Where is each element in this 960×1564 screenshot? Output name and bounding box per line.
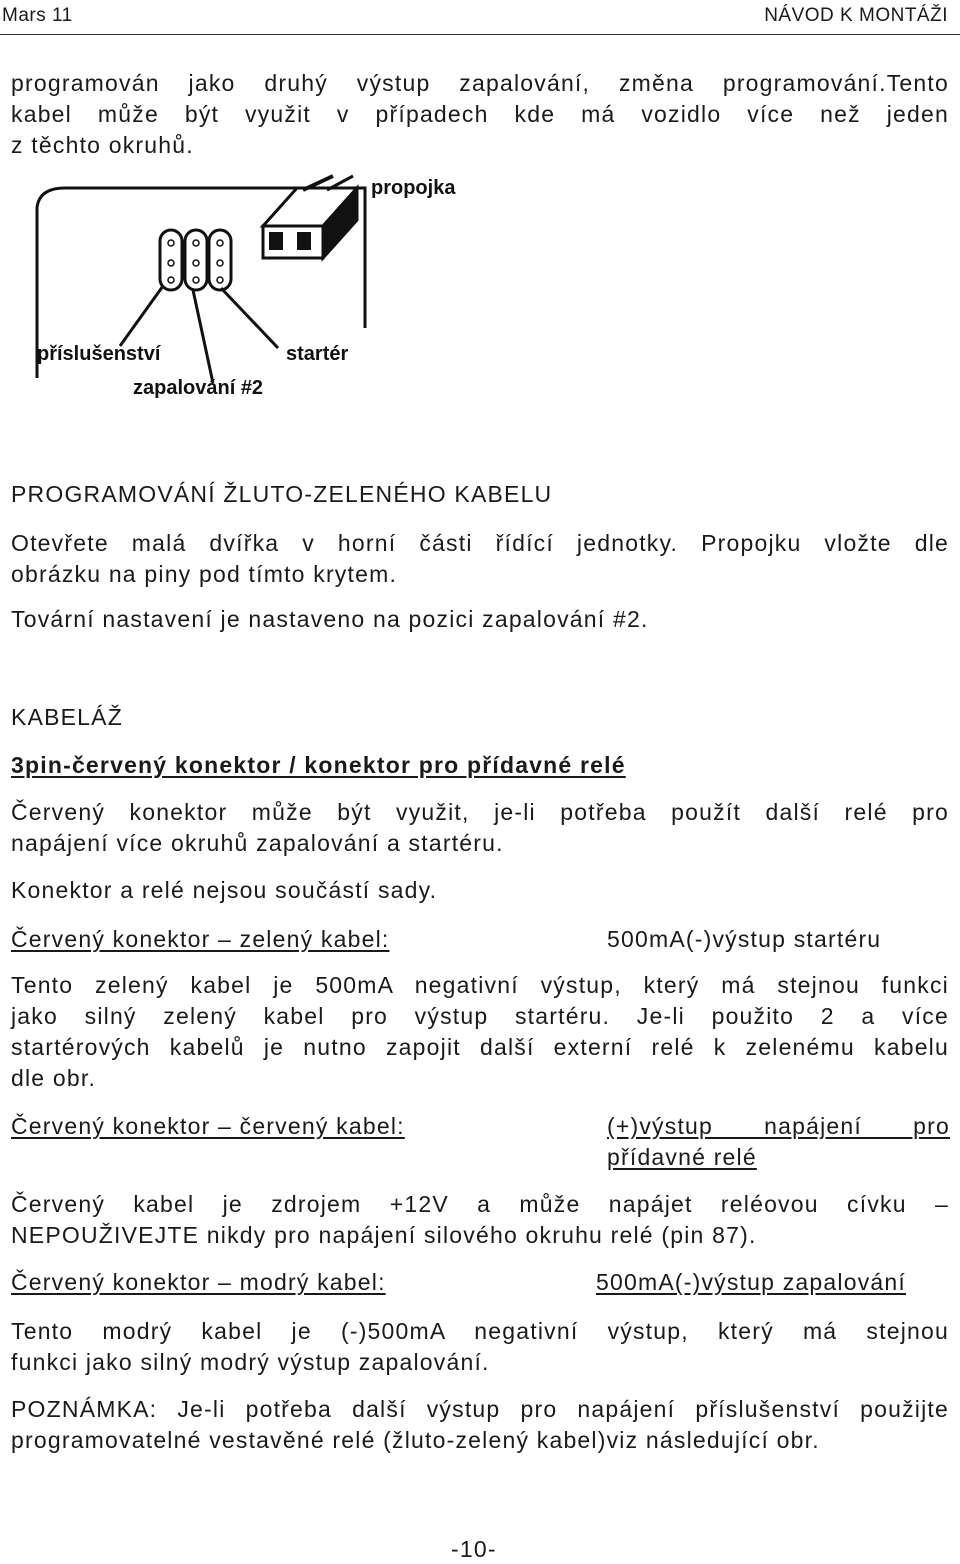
leader-prislusenstvi	[120, 286, 163, 346]
jumper-diagram	[35, 168, 475, 408]
red-cable-value-2: přídavné relé	[607, 1144, 757, 1170]
green-line-1: Tento zelený kabel je 500mA negativní výstup, který má stejnou funkci	[11, 972, 949, 998]
header-right: NÁVOD K MONTÁŽI	[764, 5, 948, 26]
page-number: -10-	[451, 1536, 497, 1562]
blue-line-2: funkci jako silný modrý výstup zapalování.	[11, 1349, 490, 1375]
blue-cable-label: Červený konektor – modrý kabel:	[11, 1269, 386, 1295]
wiring-p1-line-2: napájení více okruhů zapalování a startéru.	[11, 830, 504, 856]
wiring-p1-line-1: Červený konektor může být využit, je-li potřeba použít další relé pro	[11, 799, 949, 825]
wiring-p1-line-3: Konektor a relé nejsou součástí sady.	[11, 877, 438, 903]
intro-line-1: programován jako druhý výstup zapalování, změna programování.Tento	[11, 70, 949, 96]
programming-line-1: Otevřete malá dvířka v horní části řídící jednotky. Propojku vložte dle	[11, 530, 949, 556]
red-line-2: NEPOUŽIVEJTE nikdy pro napájení silového okruhu relé (pin 87).	[11, 1222, 757, 1248]
label-zapalovani: zapalování #2	[133, 377, 264, 399]
intro-line-2: kabel může být využit v případech kde má vozidlo více než jeden	[11, 101, 949, 127]
programming-line-3: Tovární nastavení je nastaveno na pozici zapalování #2.	[11, 606, 649, 632]
wiring-heading: KABELÁŽ	[11, 704, 123, 730]
leader-zapalovani	[193, 290, 213, 383]
programming-line-2: obrázku na piny pod tímto krytem.	[11, 561, 398, 587]
label-starter: startér	[286, 343, 349, 365]
red-cable-label: Červený konektor – červený kabel:	[11, 1113, 405, 1139]
label-propojka: propojka	[371, 177, 456, 199]
red-line-1: Červený kabel je zdrojem +12V a může napájet reléovou cívku –	[11, 1191, 949, 1217]
header-left: Mars 11	[2, 5, 73, 26]
leader-starter	[221, 288, 278, 348]
green-line-4: dle obr.	[11, 1065, 97, 1091]
green-cable-label: Červený konektor – zelený kabel:	[11, 926, 390, 952]
note-line-2: programovatelné vestavěné relé (žluto-zelený kabel)viz následující obr.	[11, 1427, 820, 1453]
note-line-1: POZNÁMKA: Je-li potřeba další výstup pro napájení příslušenství použijte	[11, 1396, 949, 1422]
blue-line-1: Tento modrý kabel je (-)500mA negativní výstup, který má stejnou	[11, 1318, 949, 1344]
blue-cable-value: 500mA(-)výstup zapalování	[596, 1269, 906, 1295]
green-cable-value: 500mA(-)výstup startéru	[607, 926, 882, 952]
wiring-subheading: 3pin-červený konektor / konektor pro přídavné relé	[11, 752, 626, 778]
green-line-2: jako silný zelený kabel pro výstup startéru. Je-li použito 2 a více	[11, 1003, 949, 1029]
programming-heading: PROGRAMOVÁNÍ ŽLUTO-ZELENÉHO KABELU	[11, 481, 553, 507]
green-line-3: startérových kabelů je nutno zapojit další externí relé k zelenému kabelu	[11, 1034, 949, 1060]
label-prislusenstvi: příslušenství	[37, 343, 161, 365]
header-divider	[0, 34, 960, 35]
red-cable-value-1: (+)výstup napájení pro	[607, 1113, 950, 1139]
intro-line-3: z těchto okruhů.	[11, 132, 194, 158]
